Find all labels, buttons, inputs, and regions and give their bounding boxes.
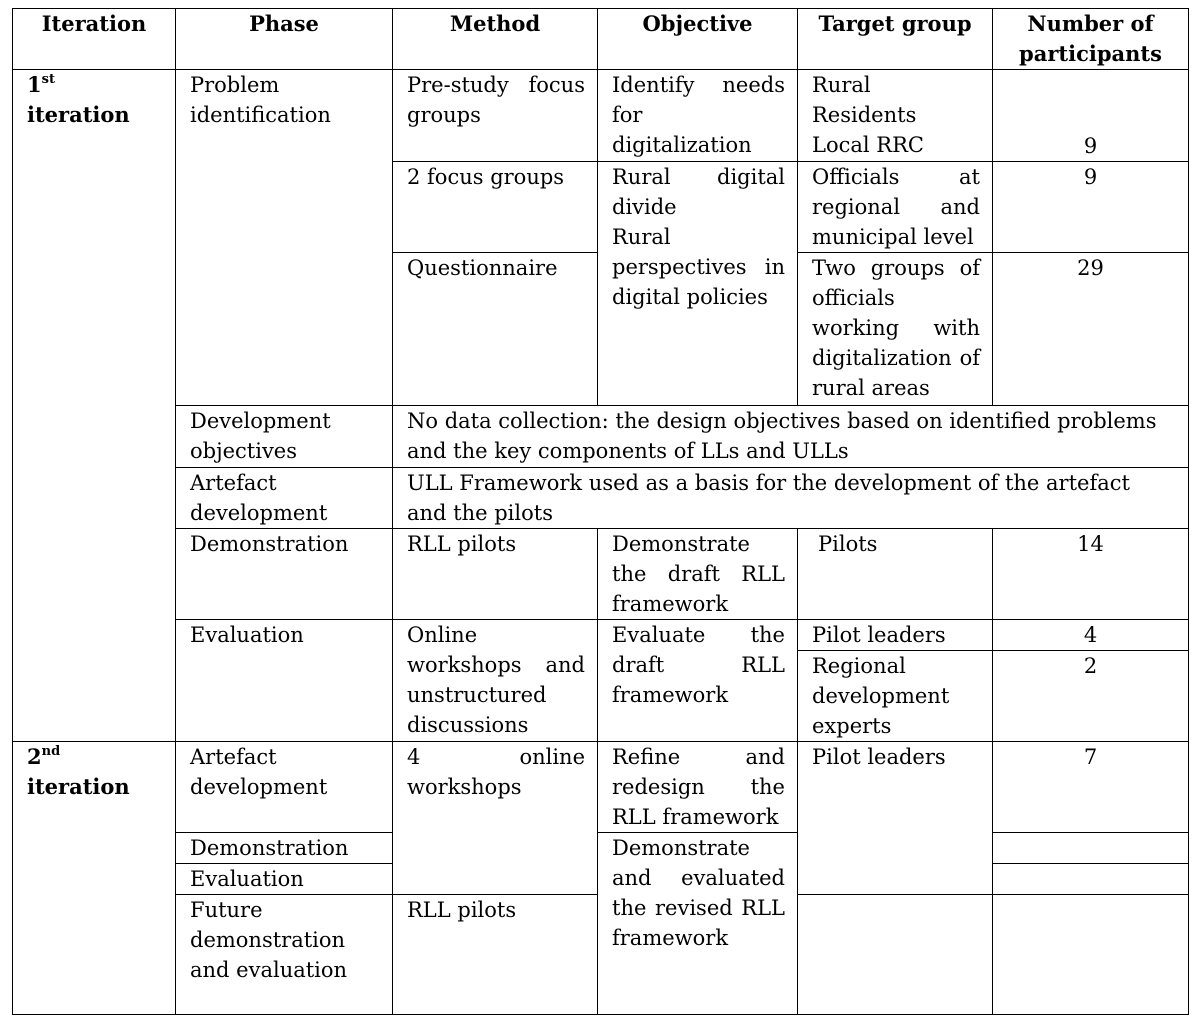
header-participants-line2: participants	[1019, 41, 1162, 66]
research-phases-table	[12, 8, 1189, 1015]
target-rural-residents	[798, 70, 993, 162]
objective-evaluate-draft: Evaluate the draft RLL framework	[598, 620, 798, 742]
header-row	[13, 9, 1189, 70]
iteration-2-word: iteration	[27, 774, 130, 799]
table-row	[13, 833, 1189, 864]
phase-evaluation: Evaluation	[176, 620, 393, 742]
target-pilots: Pilots	[798, 529, 993, 620]
phase-demonstration: Demonstration	[176, 529, 393, 620]
iteration-2-cell	[13, 742, 176, 1015]
participants-regional-experts: 2	[993, 651, 1189, 742]
objective-demonstrate-draft: Demonstrate the draft RLL framework	[598, 529, 798, 620]
note-no-data-collection: No data collection: the design objectives based on identified problems and the key components of LLs and ULLs	[393, 406, 1189, 468]
target-two-groups-officials: Two groups of officials working with digitalization of rural areas	[798, 253, 993, 406]
participants-pre-study: 9	[993, 70, 1189, 162]
table-row	[13, 620, 1189, 651]
target-pilot-leaders-2: Pilot leaders	[798, 742, 993, 895]
method-2-focus-groups: 2 focus groups	[393, 162, 598, 253]
note-ull-framework: ULL Framework used as a basis for the development of the artefact and the pilots	[393, 468, 1189, 529]
phase-artefact-development-2: Artefact development	[176, 742, 393, 833]
phase-evaluation-2: Evaluation	[176, 864, 393, 895]
target-empty	[798, 895, 993, 1015]
objective-demonstrate-evaluated: Demonstrate and evaluated the revised RLL framework	[598, 833, 798, 1015]
objective-rural-digital-divide	[598, 162, 798, 406]
table-row	[13, 70, 1189, 162]
iteration-1-suffix: st	[41, 72, 55, 87]
header-participants-line1: Number of	[1027, 11, 1154, 36]
iteration-1-word: iteration	[27, 102, 130, 127]
target-line: Rural	[812, 73, 871, 97]
participants-empty	[993, 864, 1189, 895]
participants-empty	[993, 833, 1189, 864]
method-questionnaire: Questionnaire	[393, 253, 598, 406]
method-pre-study-focus-groups: Pre-study focus groups	[393, 70, 598, 162]
method-rll-pilots: RLL pilots	[393, 529, 598, 620]
table-row	[13, 406, 1189, 468]
target-pilot-leaders: Pilot leaders	[798, 620, 993, 651]
target-line: Residents	[812, 103, 917, 127]
participants-pilot-leaders: 4	[993, 620, 1189, 651]
objective-line: Rural digital divide	[612, 165, 785, 219]
participants-empty	[993, 895, 1189, 1015]
participants-questionnaire: 29	[993, 253, 1189, 406]
header-participants	[993, 9, 1189, 70]
target-officials: Officials at regional and municipal level	[798, 162, 993, 253]
phase-future-demonstration: Future demonstration and evaluation	[176, 895, 393, 1015]
header-objective: Objective	[598, 9, 798, 70]
iteration-2-suffix: nd	[41, 744, 61, 759]
target-line: Local RRC	[812, 133, 924, 157]
table-row	[13, 529, 1189, 620]
target-regional-experts: Regional development experts	[798, 651, 993, 742]
table-row	[13, 742, 1189, 833]
method-online-workshops: Online workshops and unstructured discussions	[393, 620, 598, 742]
phase-demonstration-2: Demonstration	[176, 833, 393, 864]
objective-refine-redesign: Refine and redesign the RLL framework	[598, 742, 798, 833]
header-iteration: Iteration	[13, 9, 176, 70]
phase-problem-identification: Problem identification	[176, 70, 393, 406]
header-phase: Phase	[176, 9, 393, 70]
iteration-1-number: 1	[27, 72, 42, 97]
iteration-2-number: 2	[27, 744, 42, 769]
method-rll-pilots-2: RLL pilots	[393, 895, 598, 1015]
participants-pilots: 14	[993, 529, 1189, 620]
method-4-online-workshops: 4 online workshops	[393, 742, 598, 895]
participants-focus-groups: 9	[993, 162, 1189, 253]
iteration-1-cell	[13, 70, 176, 742]
phase-artefact-development: Artefact development	[176, 468, 393, 529]
objective-line: Rural perspectives in digital policies	[612, 225, 785, 309]
header-target-group: Target group	[798, 9, 993, 70]
objective-identify-needs: Identify needs for digitalization	[598, 70, 798, 162]
phase-development-objectives: Development objectives	[176, 406, 393, 468]
table-row	[13, 468, 1189, 529]
header-method: Method	[393, 9, 598, 70]
participants-pilot-leaders-2: 7	[993, 742, 1189, 833]
